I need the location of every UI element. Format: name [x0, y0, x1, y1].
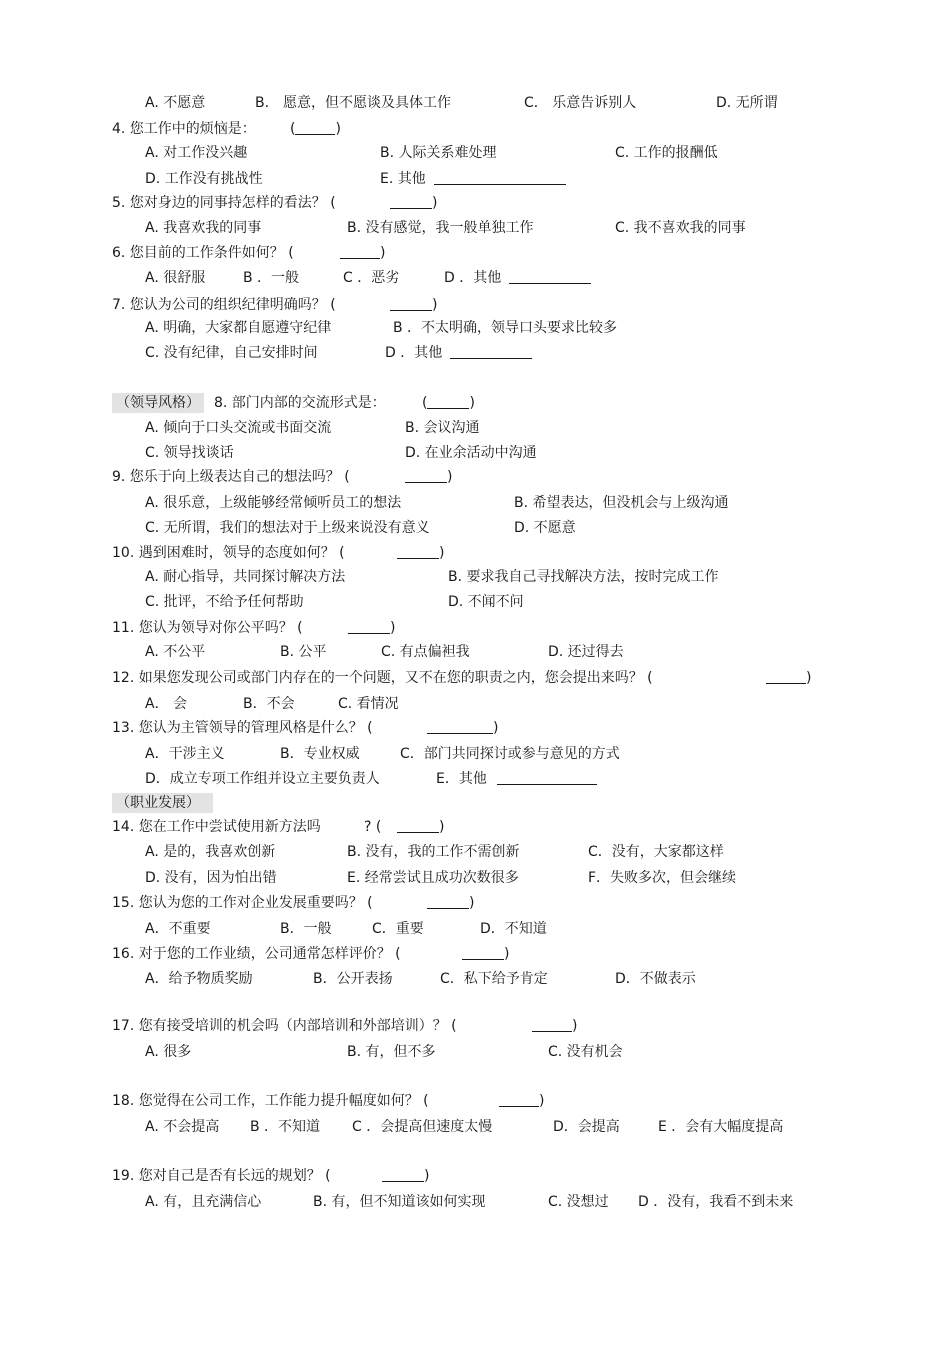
- text: D. 无所谓: [716, 95, 778, 111]
- option-text: [145, 443, 234, 463]
- option-text: [145, 592, 304, 612]
- question-line-q16: [0, 944, 950, 964]
- option-line-q17: [0, 1042, 950, 1062]
- option-text: [588, 868, 736, 888]
- text: D. 在业余活动中沟通: [405, 445, 537, 461]
- question-line-q12: [0, 668, 950, 688]
- closing-paren: ): [504, 946, 510, 962]
- option-text: [548, 1192, 609, 1212]
- option-line-q13: [0, 744, 950, 764]
- option-text: [145, 268, 205, 288]
- text: 16. 对于您的工作业绩，公司通常怎样评价？ (: [112, 946, 401, 962]
- answer-blank[interactable]: [499, 1092, 539, 1107]
- option-line-q4: [0, 143, 950, 163]
- text: 18. 您觉得在公司工作，工作能力提升幅度如何？ (: [112, 1093, 429, 1109]
- option-line-q4: [0, 169, 950, 189]
- text: D. 工作没有挑战性: [145, 171, 263, 187]
- option-text: [548, 642, 624, 662]
- answer-blank[interactable]: [497, 770, 597, 785]
- text: ? (: [364, 819, 382, 835]
- question-text: [112, 944, 401, 964]
- option-text: [243, 694, 295, 714]
- option-text: [145, 642, 205, 662]
- text: 19. 您对自己是否有长远的规划？ (: [112, 1168, 331, 1184]
- text: 12. 如果您发现公司或部门内存在的一个问题，又不在您的职责之内，您会提出来吗？ (: [112, 670, 653, 686]
- question-line-q19: [0, 1166, 950, 1186]
- text: C. 没有机会: [548, 1044, 623, 1060]
- option-text: [448, 567, 719, 587]
- text: (: [422, 395, 428, 411]
- option-text: [347, 868, 519, 888]
- option-text: [372, 919, 424, 939]
- text: B. 公平: [280, 644, 327, 660]
- text: B ．一般: [243, 270, 300, 286]
- answer-blank[interactable]: [427, 394, 469, 409]
- text: A. 很乐意，上级能够经常倾听员工的想法: [145, 495, 402, 511]
- option-line-q7: [0, 343, 950, 363]
- question-text: [112, 543, 345, 563]
- text: D．会提高: [553, 1119, 620, 1135]
- question-line-q8: [0, 393, 950, 413]
- text: C. 工作的报酬低: [615, 145, 718, 161]
- text: A. 明确，大家都自愿遵守纪律: [145, 320, 332, 336]
- option-text: [638, 1192, 793, 1212]
- option-text: [145, 842, 275, 862]
- option-text: [390, 295, 437, 315]
- option-text: [347, 842, 520, 862]
- closing-paren: ): [493, 720, 499, 736]
- text: 8. 部门内部的交流形式是：: [214, 395, 386, 411]
- question-line-q18: [0, 1091, 950, 1111]
- closing-paren: ): [806, 670, 812, 686]
- text: A．干涉主义: [145, 746, 225, 762]
- text: 9. 您乐于向上级表达自己的想法吗？ (: [112, 469, 350, 485]
- closing-paren: ): [447, 469, 453, 485]
- option-text: [448, 592, 524, 612]
- answer-blank[interactable]: [450, 344, 532, 359]
- text: 10. 遇到困难时，领导的态度如何？ (: [112, 545, 345, 561]
- option-text: [145, 868, 277, 888]
- option-text: [380, 143, 497, 163]
- option-text: [553, 1117, 620, 1137]
- option-text: [343, 268, 399, 288]
- text: A. 不公平: [145, 644, 206, 660]
- answer-blank[interactable]: [462, 945, 504, 960]
- text: A．不重要: [145, 921, 211, 937]
- option-text: [145, 493, 401, 513]
- option-line-q5: [0, 218, 950, 238]
- option-text: [422, 393, 475, 413]
- text: D. 没有，因为怕出错: [145, 870, 277, 886]
- text: D. 不愿意: [514, 520, 576, 536]
- option-text: [405, 443, 537, 463]
- question-text: [112, 243, 294, 263]
- question-line-q4: [0, 119, 950, 139]
- option-text: [440, 969, 548, 989]
- answer-blank[interactable]: [427, 719, 493, 734]
- text: C．私下给予肯定: [440, 971, 548, 987]
- question-text: [112, 1016, 457, 1036]
- text: 4. 您工作中的烦恼是：: [112, 121, 256, 137]
- text: B．公开表扬: [313, 971, 393, 987]
- option-text: [145, 318, 331, 338]
- text: C．没有，大家都这样: [588, 844, 724, 860]
- option-text: [290, 119, 341, 139]
- option-line-q12: [0, 694, 950, 714]
- option-line-q13: [0, 769, 950, 789]
- question-line-q17: [0, 1016, 950, 1036]
- option-line-q6: [0, 268, 950, 288]
- option-text: [145, 567, 345, 587]
- text: C．重要: [372, 921, 424, 937]
- text: B. 人际关系难处理: [380, 145, 497, 161]
- text: D ．其他: [444, 270, 502, 286]
- answer-blank[interactable]: [295, 120, 335, 135]
- option-text: [243, 268, 299, 288]
- answer-blank[interactable]: [390, 194, 432, 209]
- question-text: [112, 1166, 331, 1186]
- closing-paren: ): [390, 620, 396, 636]
- option-text: [615, 218, 746, 238]
- text: C. 我不喜欢我的同事: [615, 220, 746, 236]
- option-text: [347, 218, 534, 238]
- text: A. 是的，我喜欢创新: [145, 844, 276, 860]
- answer-blank[interactable]: [382, 1167, 424, 1182]
- question-text: [112, 618, 303, 638]
- closing-paren: ): [432, 195, 438, 211]
- text: B. 没有，我的工作不需创新: [347, 844, 520, 860]
- option-text: [380, 169, 566, 189]
- option-line-q15: [0, 919, 950, 939]
- option-text: [615, 969, 696, 989]
- option-text: [658, 1117, 783, 1137]
- question-line-q9: [0, 467, 950, 487]
- question-text: [214, 393, 386, 413]
- option-text: [480, 919, 547, 939]
- answer-blank[interactable]: [766, 669, 806, 684]
- text: A. 我喜欢我的同事: [145, 220, 262, 236]
- option-text: [145, 218, 261, 238]
- text: B. 希望表达，但没机会与上级沟通: [514, 495, 729, 511]
- question-line-q11: [0, 618, 950, 638]
- question-text: [112, 467, 350, 487]
- text: C． 乐意告诉别人: [524, 95, 637, 111]
- option-text: [390, 193, 437, 213]
- question-line-q10: [0, 543, 950, 563]
- text: D．不做表示: [615, 971, 696, 987]
- closing-paren: ): [424, 1168, 430, 1184]
- option-text: [352, 1117, 492, 1137]
- option-text: [145, 1117, 219, 1137]
- option-line-q18: [0, 1117, 950, 1137]
- question-text: [112, 193, 336, 213]
- text: B. 有，但不多: [347, 1044, 436, 1060]
- option-line-q9: [0, 518, 950, 538]
- question-text: [112, 718, 373, 738]
- option-text: [313, 1192, 486, 1212]
- text: C. 无所谓，我们的想法对于上级来说没有意义: [145, 520, 430, 536]
- question-line-q14: [0, 817, 950, 837]
- text: D. 不闻不问: [448, 594, 524, 610]
- option-text: [436, 769, 597, 789]
- closing-paren: ): [439, 819, 445, 835]
- text: A. 有，且充满信心: [145, 1194, 262, 1210]
- option-text: [338, 694, 399, 714]
- option-text: [393, 318, 617, 338]
- text: B．专业权威: [280, 746, 360, 762]
- option-text: [524, 93, 636, 113]
- text: B ．不知道: [250, 1119, 321, 1135]
- option-line-q19: [0, 1192, 950, 1212]
- text: 13. 您认为主管领导的管理风格是什么？ (: [112, 720, 373, 736]
- option-line-q11: [0, 642, 950, 662]
- text: E．其他: [436, 771, 487, 787]
- option-text: [280, 642, 327, 662]
- option-text: [615, 143, 718, 163]
- option-text: [313, 969, 393, 989]
- text: 11. 您认为领导对你公平吗？ (: [112, 620, 303, 636]
- option-text: [405, 418, 480, 438]
- option-text: [145, 1192, 261, 1212]
- question-line-q6: [0, 243, 950, 263]
- option-text: [405, 467, 452, 487]
- option-text: [381, 642, 470, 662]
- closing-paren: ): [439, 545, 445, 561]
- question-line-q7: [0, 295, 950, 315]
- text: D．不知道: [480, 921, 547, 937]
- option-text: [348, 618, 395, 638]
- option-text: [145, 769, 380, 789]
- question-text: [112, 295, 336, 315]
- option-text: [444, 268, 591, 288]
- option-text: [145, 343, 318, 363]
- option-text: [347, 1042, 436, 1062]
- text: C. 没有纪律，自己安排时间: [145, 345, 318, 361]
- answer-blank[interactable]: [340, 244, 380, 259]
- section-label-career: （职业发展）: [112, 793, 213, 813]
- option-text: [427, 893, 474, 913]
- option-line-q14: [0, 868, 950, 888]
- text: 14. 您在工作中尝试使用新方法吗: [112, 819, 321, 835]
- closing-paren: ): [539, 1093, 545, 1109]
- text: B．不会: [243, 696, 295, 712]
- text: A. 不愿意: [145, 95, 206, 111]
- option-text: [548, 1042, 623, 1062]
- text: A. 倾向于口头交流或书面交流: [145, 420, 332, 436]
- option-text: [382, 1166, 429, 1186]
- text: A． 会: [145, 696, 188, 712]
- text: C ．恶劣: [343, 270, 400, 286]
- answer-blank[interactable]: [397, 818, 439, 833]
- text: D ．其他: [385, 345, 443, 361]
- text: C. 有点偏袒我: [381, 644, 470, 660]
- closing-paren: ): [432, 297, 438, 313]
- text: A. 很多: [145, 1044, 192, 1060]
- option-text: [499, 1091, 544, 1111]
- question-text: [112, 668, 653, 688]
- answer-blank[interactable]: [390, 296, 432, 311]
- answer-blank[interactable]: [405, 468, 447, 483]
- text: D ．没有，我看不到未来: [638, 1194, 794, 1210]
- text: A．给予物质奖励: [145, 971, 253, 987]
- option-line-q14: [0, 842, 950, 862]
- option-text: [250, 1117, 320, 1137]
- option-text: [280, 744, 360, 764]
- answer-blank[interactable]: [397, 544, 439, 559]
- option-text: [462, 944, 509, 964]
- text: C. 看情况: [338, 696, 399, 712]
- option-line-q9: [0, 493, 950, 513]
- question-line-q3: [0, 93, 950, 113]
- closing-paren: ): [469, 895, 475, 911]
- text: E. 经常尝试且成功次数很多: [347, 870, 519, 886]
- option-text: [364, 817, 381, 837]
- text: 6. 您目前的工作条件如何？ (: [112, 245, 294, 261]
- answer-blank[interactable]: [532, 1017, 572, 1032]
- option-text: [766, 668, 811, 688]
- option-text: [145, 1042, 191, 1062]
- text: F．失败多次，但会继续: [588, 870, 737, 886]
- text: A. 不会提高: [145, 1119, 220, 1135]
- section-label-leadership: （领导风格）: [112, 393, 204, 413]
- option-line-q10: [0, 592, 950, 612]
- answer-blank[interactable]: [427, 894, 469, 909]
- option-text: [716, 93, 778, 113]
- option-line-q10: [0, 567, 950, 587]
- option-text: [145, 169, 263, 189]
- text: A. 对工作没兴趣: [145, 145, 248, 161]
- question-line-q13: [0, 718, 950, 738]
- option-text: [145, 518, 430, 538]
- text: B. 要求我自己寻找解决方法，按时完成工作: [448, 569, 719, 585]
- option-text: [340, 243, 385, 263]
- option-text: [280, 919, 332, 939]
- text: B． 愿意，但不愿谈及具体工作: [255, 95, 452, 111]
- closing-paren: ): [469, 395, 475, 411]
- option-text: [145, 919, 211, 939]
- text: B ．不太明确，领导口头要求比较多: [393, 320, 618, 336]
- question-text: [112, 119, 256, 139]
- question-line-q5: [0, 193, 950, 213]
- text: 15. 您认为您的工作对企业发展重要吗？ (: [112, 895, 373, 911]
- text: A. 耐心指导，共同探讨解决方法: [145, 569, 346, 585]
- text: 5. 您对身边的同事持怎样的看法？ (: [112, 195, 336, 211]
- text: E. 其他: [380, 171, 426, 187]
- option-text: [385, 343, 532, 363]
- option-text: [400, 744, 620, 764]
- text: B．一般: [280, 921, 332, 937]
- text: C. 没想过: [548, 1194, 609, 1210]
- option-text: [532, 1016, 577, 1036]
- option-text: [514, 493, 729, 513]
- question-text: [112, 1091, 429, 1111]
- option-line-q16: [0, 969, 950, 989]
- text: (: [290, 121, 296, 137]
- text: C ．会提高但速度太慢: [352, 1119, 493, 1135]
- question-text: [112, 893, 373, 913]
- option-text: [145, 969, 253, 989]
- answer-blank[interactable]: [348, 619, 390, 634]
- option-line-q8: [0, 418, 950, 438]
- text: D. 还过得去: [548, 644, 624, 660]
- text: B. 没有感觉，我一般单独工作: [347, 220, 534, 236]
- question-text: [145, 93, 205, 113]
- option-text: [145, 694, 187, 714]
- option-line-q8: [0, 443, 950, 463]
- answer-blank[interactable]: [434, 170, 566, 185]
- option-text: [145, 143, 247, 163]
- option-text: [397, 817, 444, 837]
- closing-paren: ): [380, 245, 386, 261]
- closing-paren: ): [335, 121, 341, 137]
- question-line-q15: [0, 893, 950, 913]
- text: B. 会议沟通: [405, 420, 480, 436]
- option-text: [514, 518, 576, 538]
- closing-paren: ): [572, 1018, 578, 1034]
- option-text: [588, 842, 724, 862]
- text: C. 批评，不给予任何帮助: [145, 594, 304, 610]
- text: B. 有，但不知道该如何实现: [313, 1194, 486, 1210]
- text: 17. 您有接受培训的机会吗（内部培训和外部培训）？ (: [112, 1018, 457, 1034]
- text: 7. 您认为公司的组织纪律明确吗？ (: [112, 297, 336, 313]
- option-text: [427, 718, 498, 738]
- text: C. 领导找谈话: [145, 445, 234, 461]
- text: C．部门共同探讨或参与意见的方式: [400, 746, 620, 762]
- text: E ．会有大幅度提高: [658, 1119, 784, 1135]
- question-text: [112, 817, 321, 837]
- option-text: [145, 744, 225, 764]
- option-text: [145, 418, 331, 438]
- text: A. 很舒服: [145, 270, 206, 286]
- answer-blank[interactable]: [509, 269, 591, 284]
- option-text: [397, 543, 444, 563]
- text: D．成立专项工作组并设立主要负责人: [145, 771, 380, 787]
- option-text: [255, 93, 451, 113]
- option-line-q7: [0, 318, 950, 338]
